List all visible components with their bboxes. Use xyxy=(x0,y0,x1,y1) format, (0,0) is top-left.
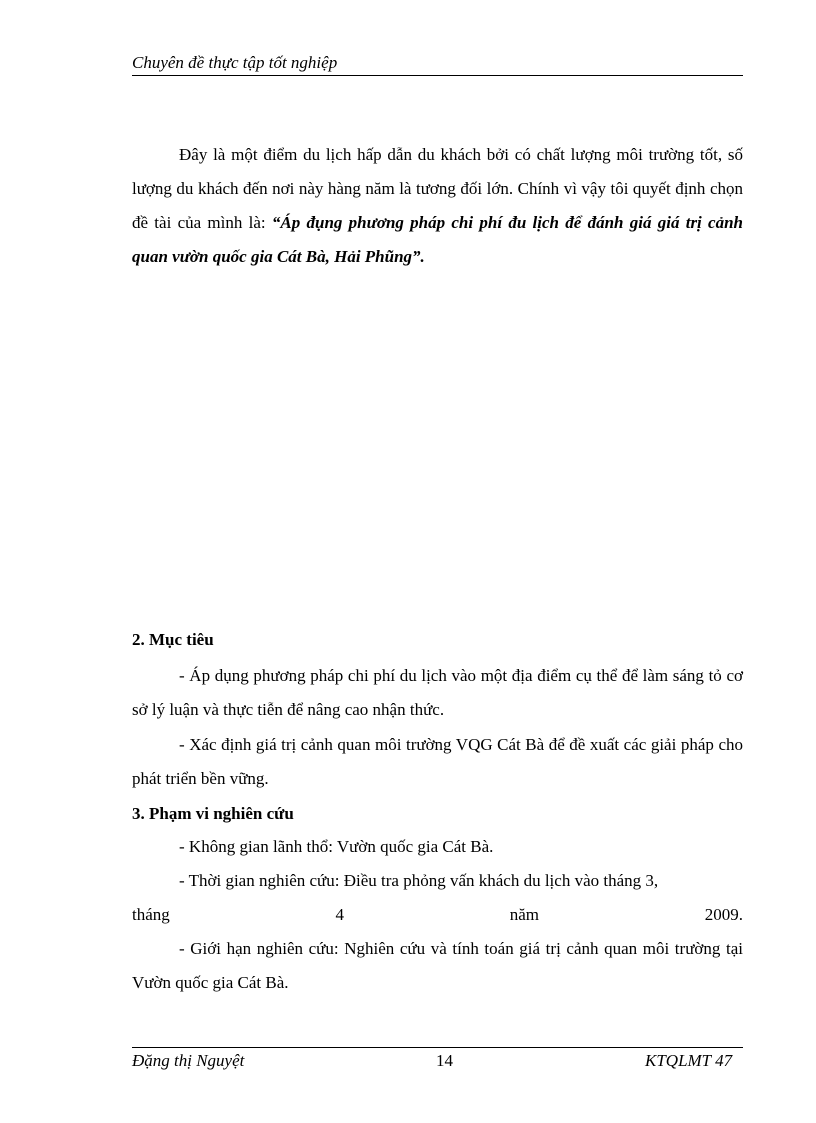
intro-text: Đây là một điểm du lịch hấp dẫn du khách bởi có chất lượng môi trường tốt, số lượng du khách đến nơi này hàng năm là tương đối lớn. Chính vì vậy tôi quyết định chọn đề tài của mình là: xyxy=(132,145,743,232)
page-number: 14 xyxy=(436,1051,453,1070)
page-header: Chuyên đề thực tập tốt nghiệp xyxy=(132,52,743,76)
scope-item-3: - Giới hạn nghiên cứu: Nghiên cứu và tính toán giá trị cảnh quan môi trường tại Vườn quốc gia Cát Bà. xyxy=(132,939,743,992)
footer-divider xyxy=(132,1047,743,1048)
word-4: 4 xyxy=(335,905,344,924)
topic-title: “Áp đụng phương pháp chi phí đu lịch để đánh giá giá trị cảnh quan vườn quốc gia Cát Bà, Hải Phũng”. xyxy=(132,213,743,266)
scope-item-2: - Thời gian nghiên cứu: Điều tra phỏng vấn khách du lịch vào tháng 3, xyxy=(179,871,659,890)
objective-item-2: - Xác định giá trị cảnh quan môi trường VQG Cát Bà để đề xuất các giải pháp cho phát triển bền vững. xyxy=(132,735,743,788)
footer-class: KTQLMT 47 xyxy=(645,1051,733,1070)
word-2009: 2009. xyxy=(704,905,743,924)
intro-paragraph xyxy=(132,138,743,274)
scope-item-2-continuation xyxy=(132,898,743,932)
objective-item-1: - Áp dụng phương pháp chi phí du lịch vào một địa điểm cụ thể để làm sáng tỏ cơ sở lý luận và thực tiễn để nâng cao nhận thức. xyxy=(132,666,743,719)
scope-item-1: - Không gian lãnh thổ: Vườn quốc gia Cát Bà. xyxy=(179,837,494,856)
section-3-heading: 3. Phạm vi nghiên cứu xyxy=(132,804,294,823)
section-2-heading: 2. Mục tiêu xyxy=(132,630,214,649)
footer-author: Đặng thị Nguyệt xyxy=(132,1051,245,1070)
word-nam: năm xyxy=(509,905,539,924)
word-thang: tháng xyxy=(132,905,170,924)
